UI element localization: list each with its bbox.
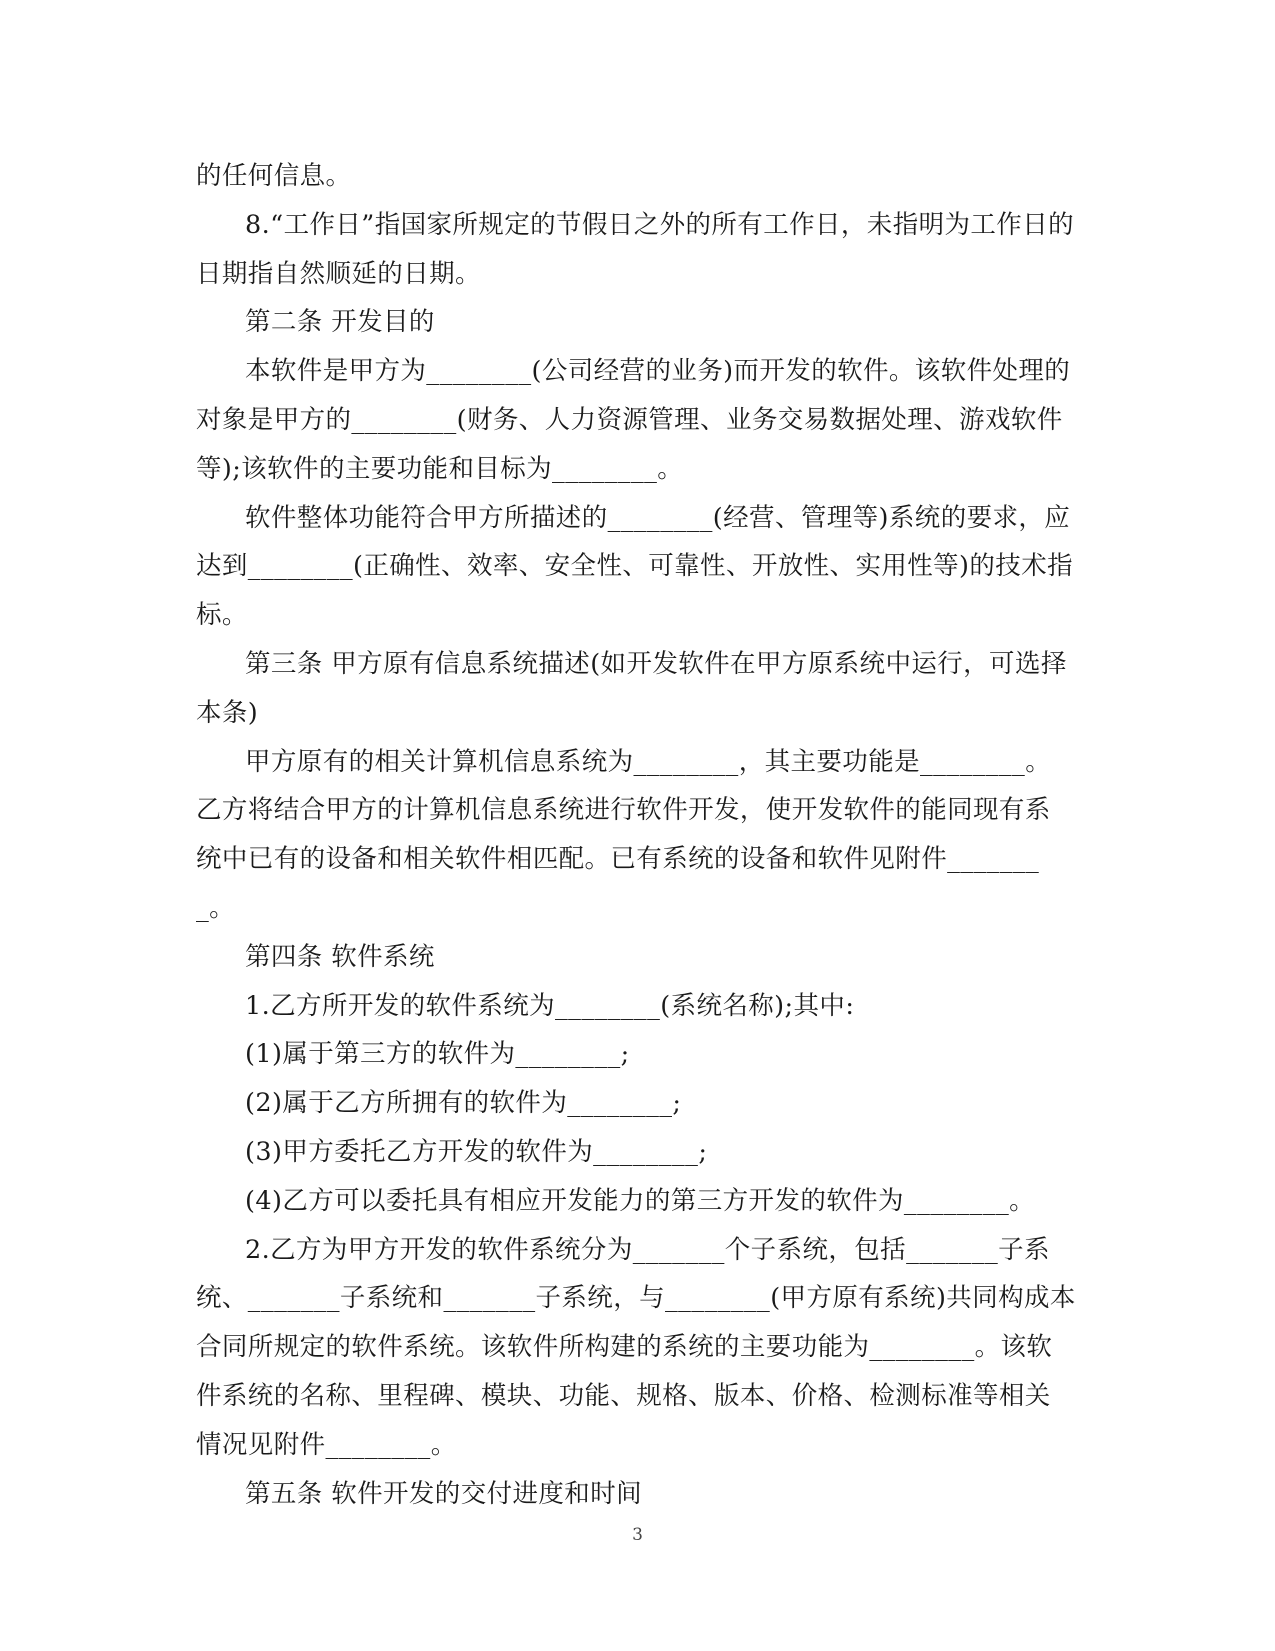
paragraph: 本软件是甲方为________(公司经营的业务)而开发的软件。该软件处理的对象是甲方的________(财务、人力资源管理、业务交易数据处理、游戏软件等);该软件的主要功能和目标为________。 <box>196 356 1071 484</box>
list-item: 1.乙方所开发的软件系统为________(系统名称);其中: <box>245 990 855 1021</box>
page-number: 3 <box>632 1525 643 1545</box>
section-heading: 第三条 甲方原有信息系统描述(如开发软件在甲方原系统中运行，可选择本条) <box>196 648 1067 728</box>
section-heading: 第二条 开发目的 <box>245 307 435 338</box>
section-heading: 第四条 软件系统 <box>245 941 435 972</box>
paragraph: 甲方原有的相关计算机信息系统为________，其主要功能是________。乙方将结合甲方的计算机信息系统进行软件开发，使开发软件的能同现有系统中已有的设备和相关软件相匹配。已有系统的设备和软件见附件________。 <box>196 746 1052 923</box>
paragraph: 的任何信息。 <box>196 161 352 191</box>
paragraph: 软件整体功能符合甲方所描述的________(经营、管理等)系统的要求，应达到________(正确性、效率、安全性、可靠性、开放性、实用性等)的技术指标。 <box>196 502 1073 631</box>
list-item: (1)属于第三方的软件为________; <box>245 1039 630 1070</box>
list-item: (4)乙方可以委托具有相应开发能力的第三方开发的软件为________。 <box>245 1185 1036 1216</box>
list-item: (3)甲方委托乙方开发的软件为________; <box>245 1136 708 1167</box>
list-item: (2)属于乙方所拥有的软件为________; <box>245 1088 682 1119</box>
paragraph: 8.“工作日”指国家所规定的节假日之外的所有工作日，未指明为工作日的日期指自然顺延的日期。 <box>196 209 1075 289</box>
document-body <box>196 152 1076 1518</box>
section-heading: 第五条 软件开发的交付进度和时间 <box>245 1478 643 1509</box>
paragraph: 2.乙方为甲方开发的软件系统分为_______个子系统，包括_______子系统、_______子系统和_______子系统，与________(甲方原有系统)共同构成本合同所规定的软件系统。该软件所构建的系统的主要功能为________。该软件系统的名称、里程碑、模块、功能、规格、版本、价格、检测标准等相关情况见附件________。 <box>196 1234 1076 1460</box>
